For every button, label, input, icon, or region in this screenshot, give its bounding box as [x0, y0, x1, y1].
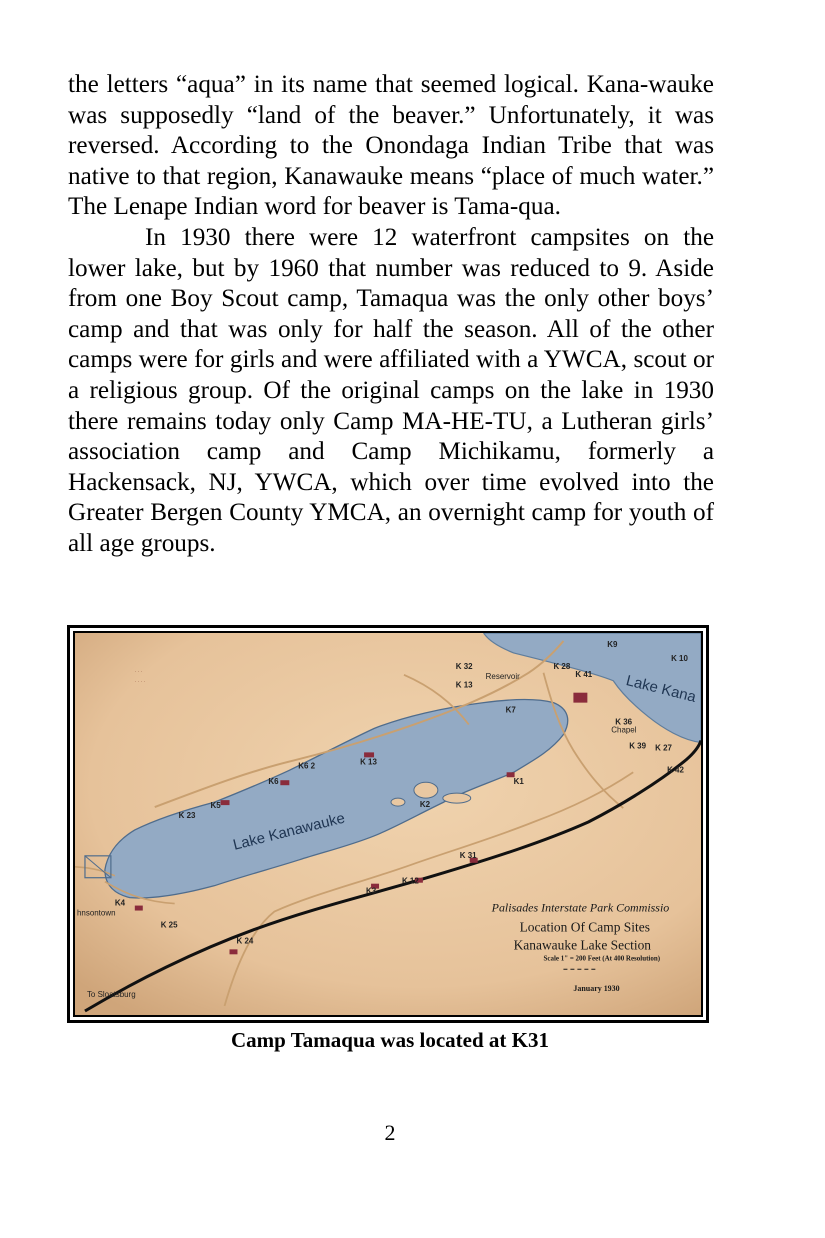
paragraph-2: In 1930 there were 12 waterfront campsites on the lower lake, but by 1960 that number was reduced to 9. Aside from one Boy Scout camp, Tamaqua was the only other boys’ camp and that was only for half the season. All of the other camps were for girls and were affiliated with a YWCA, scout or a religious group. Of the original camps on the lake in 1930 there remains today only Camp MA-HE-TU, a Lutheran girls’ association camp and Camp Michikamu, formerly a Hackensack, NJ, YWCA, which over time evolved into the Greater Bergen County YMCA, an overnight camp for youth of all age groups.: [68, 223, 714, 557]
label-k9: K9: [607, 639, 618, 649]
camp-marker-k24: [230, 949, 238, 954]
label-k25: K 25: [160, 920, 178, 930]
island-tiny: [391, 798, 405, 806]
page-number: 2: [384, 1120, 396, 1145]
label-k28: K 28: [553, 661, 571, 671]
legend-date: January 1930: [573, 984, 620, 994]
label-k24: K 24: [236, 936, 254, 946]
label-k23: K 23: [178, 811, 196, 821]
label-k13: K 13: [360, 757, 377, 767]
label-k10: K 10: [671, 653, 688, 663]
label-reservoir: Reservoir: [485, 671, 520, 681]
label-k1: K1: [513, 777, 524, 787]
label-k7: K7: [505, 705, 516, 715]
label-k5: K5: [210, 801, 221, 811]
label-k13-upper: K 13: [455, 680, 473, 690]
island-small: [443, 793, 471, 803]
label-k3: K3: [366, 886, 377, 896]
label-k36: K 36: [615, 717, 633, 727]
label-to-sloatsburg: To Sloatsburg: [86, 990, 136, 1000]
camp-marker-k25: [135, 906, 143, 911]
label-k42: K 42: [667, 765, 684, 775]
camp-sites-map: [73, 631, 703, 1017]
legend-agency: Palisades Interstate Park Commissio: [491, 900, 670, 915]
label-chapel: Chapel: [611, 725, 637, 735]
camp-marker-k6: [280, 780, 289, 785]
label-lake-upper: Lake Kana: [624, 672, 698, 706]
camp-marker-k41: [573, 693, 587, 703]
legend-title-2: Kanawauke Lake Section: [513, 937, 652, 953]
map-faint-note-1: · · ·: [134, 669, 143, 675]
body-text: [68, 70, 714, 560]
label-k31: K 31: [459, 850, 477, 860]
map-figure: [67, 625, 709, 1023]
label-k41: K 41: [575, 669, 593, 679]
paragraph-1: the letters “aqua” in its name that seemed logical. Kana-wauke was supposedly “land of the beaver.” Unfortunately, it was reversed. According to the Onondaga Indian Tribe that was native to that region, Kanawauke means “place of much water.” The Lenape Indian word for beaver is Tama-qua.: [68, 71, 714, 221]
label-k12: K 12: [401, 876, 419, 886]
map-faint-note-2: · · · ·: [134, 679, 146, 685]
island-k2: [414, 782, 438, 798]
label-lake-kanawauke: Lake Kanawauke: [231, 809, 347, 854]
label-k27: K 27: [655, 743, 672, 753]
legend-scale: Scale 1" = 200 Feet (At 400 Resolution): [543, 954, 661, 963]
map-image: [75, 633, 701, 1015]
legend-title-1: Location Of Camp Sites: [519, 919, 650, 935]
label-k6-2: K6 2: [298, 761, 316, 771]
label-k4: K4: [114, 898, 126, 908]
label-k2: K2: [419, 800, 431, 810]
label-k39: K 39: [629, 741, 647, 751]
label-johnsontown: hnsontown: [76, 908, 116, 918]
camp-marker-k5: [221, 800, 230, 805]
label-k6: K6: [268, 777, 279, 787]
label-k32: K 32: [455, 661, 473, 671]
figure-caption: Camp Tamaqua was located at K31: [231, 1028, 549, 1052]
